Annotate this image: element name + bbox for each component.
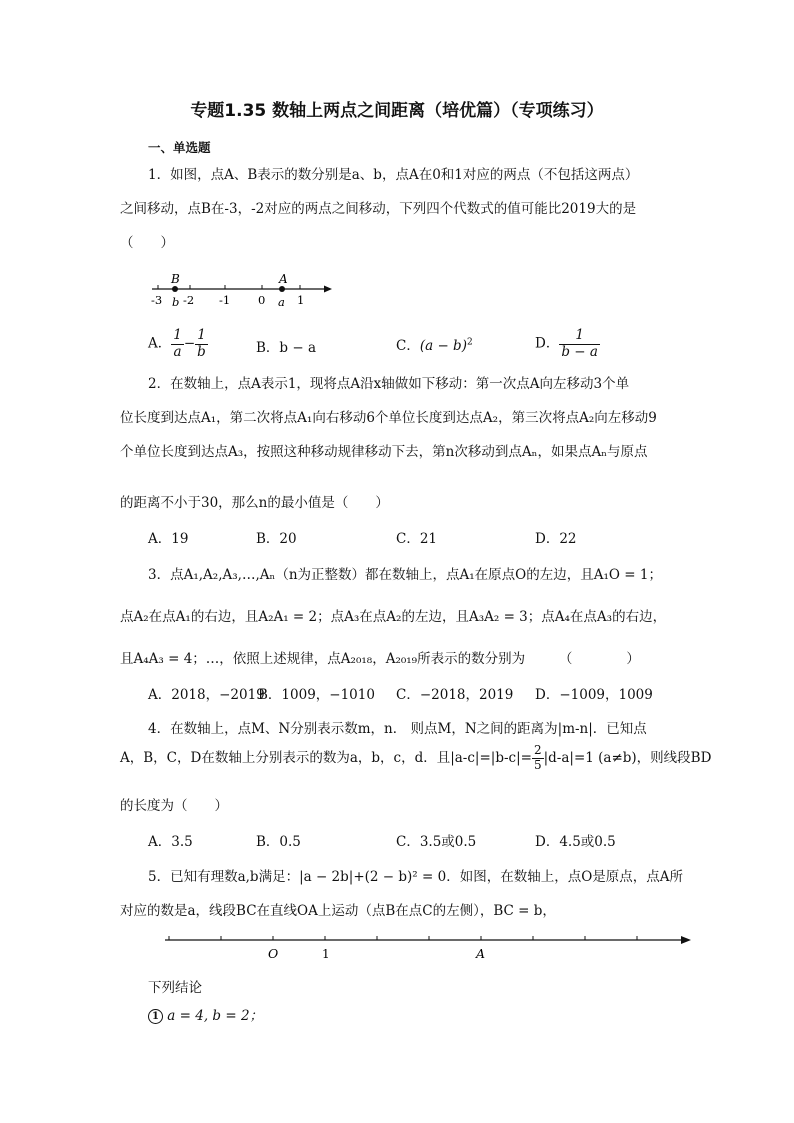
q4-option-d[interactable]: D．4.5或0.5 <box>535 834 616 850</box>
tick-label: a <box>278 295 285 309</box>
q1-line3: （ ） <box>120 235 174 251</box>
tick-label: 1 <box>297 293 305 307</box>
q3-line1: 3．点A₁,A₂,A₃,…,Aₙ（n为正整数）都在数轴上，点A₁在原点O的左边，且A₁O = 1； <box>148 567 662 583</box>
q4-line1: 4．在数轴上，点M、N分别表示数m，n． 则点M，N之间的距离为|m-n|．已知点 <box>148 721 647 737</box>
q2-option-b[interactable]: B．20 <box>256 531 297 547</box>
frac-num: 1 <box>195 328 208 345</box>
q1-line2: 之间移动，点B在-3，-2对应的两点之间移动，下列四个代数式的值可能比2019大的是 <box>120 201 637 217</box>
q5-number-line-figure <box>155 930 695 964</box>
circled-number: 1 <box>148 1009 163 1024</box>
label-b-point: B <box>171 272 180 286</box>
tick-label: 0 <box>258 293 266 307</box>
point-b-dot <box>172 286 178 292</box>
frac-den: b <box>197 343 206 360</box>
label-a: A <box>476 946 486 961</box>
q2-line4: 的距离不小于30，那么n的最小值是（ ） <box>120 495 389 511</box>
q2-line2: 位长度到达点A₁，第二次将点A₁向右移动6个单位长度到达点A₂，第三次将点A₂向左移动9 <box>120 410 657 426</box>
tick-label: -2 <box>183 293 195 307</box>
q4-line2-start: A，B，C，D在数轴上分别表示的数为a，b，c，d．且|a-c|=|b-c|= <box>120 749 532 766</box>
q5-line1: 5．已知有理数a,b满足：|a − 2b|+(2 − b)² = 0．如图，在数轴上，点O是原点，点A所 <box>148 869 684 885</box>
page-title: 专题1.35 数轴上两点之间距离（培优篇）（专项练习） <box>190 101 604 121</box>
q5-item1-text: a = 4, b = 2； <box>167 1008 264 1024</box>
option-exponent: 2 <box>466 337 473 348</box>
frac-den: 5 <box>533 757 542 772</box>
option-expr: (a − b) <box>419 338 467 354</box>
frac-num: 1 <box>173 327 182 343</box>
option-label: D． <box>535 335 560 352</box>
q5-item1 <box>148 1004 263 1024</box>
q1-option-d[interactable] <box>535 328 600 360</box>
q1-option-a[interactable] <box>148 328 208 360</box>
q1-number-line-figure <box>140 268 350 312</box>
section-heading: 一、单选题 <box>148 140 211 155</box>
q3-option-d[interactable]: D．−1009，1009 <box>535 687 653 703</box>
q3-option-c[interactable]: C．−2018，2019 <box>396 687 514 703</box>
q3-line3: 且A₄A₃ = 4；…，依照上述规律，点A₂₀₁₈，A₂₀₁₉所表示的数分别为 （ ） <box>120 651 640 667</box>
q5-line3: 下列结论 <box>148 980 202 996</box>
frac-num: 1 <box>559 328 600 345</box>
option-label: C． <box>396 338 420 354</box>
q4-line2-end: |d-a|=1 (a≠b)，则线段BD <box>543 749 712 766</box>
q4-option-a[interactable]: A．3.5 <box>148 834 193 850</box>
q2-option-d[interactable]: D．22 <box>535 531 577 547</box>
q3-option-a[interactable]: A．2018，−2019 <box>148 687 265 703</box>
label-one: 1 <box>322 947 330 961</box>
q2-line1: 2．在数轴上，点A表示1，现将点A沿x轴做如下移动：第一次点A向左移动3个单 <box>148 376 630 392</box>
tick-label: -1 <box>219 293 231 307</box>
option-label: A． <box>148 335 172 352</box>
q3-line2: 点A₂在点A₁的右边，且A₂A₁ = 2；点A₃在点A₂的左边，且A₃A₂ = 3；点A₄在点A₃的右边， <box>120 609 667 625</box>
q2-option-c[interactable]: C．21 <box>396 531 438 547</box>
q2-option-a[interactable]: A．19 <box>148 531 189 547</box>
point-a-dot <box>279 286 285 292</box>
q4-option-b[interactable]: B．0.5 <box>256 834 301 850</box>
minus-sign: − <box>183 335 196 352</box>
arrow-icon <box>681 936 691 944</box>
q4-line3: 的长度为（ ） <box>120 798 228 814</box>
label-a-point: A <box>279 272 288 286</box>
q2-line3: 个单位长度到达点A₃，按照这种移动规律移动下去，第n次移动到点Aₙ，如果点Aₙ与原点 <box>120 444 648 460</box>
q4-line2 <box>120 744 711 773</box>
frac-num: 2 <box>533 743 542 757</box>
tick-label: -3 <box>151 293 163 307</box>
q4-option-c[interactable]: C．3.5或0.5 <box>396 834 477 850</box>
q5-line2: 对应的数是a，线段BC在直线OA上运动（点B在点C的左侧），BC = b， <box>120 903 556 919</box>
frac-den: a <box>173 343 182 360</box>
frac-den: b − a <box>561 343 598 360</box>
label-o: O <box>268 946 279 961</box>
q1-option-b[interactable]: B．b − a <box>256 340 317 356</box>
tick-label: b <box>172 295 180 309</box>
q3-option-b[interactable]: B．1009，−1010 <box>258 687 375 703</box>
arrow-icon <box>324 286 332 293</box>
q1-line1: 1．如图，点A、B表示的数分别是a、b，点A在0和1对应的两点（不包括这两点） <box>148 167 639 183</box>
q1-option-c[interactable] <box>396 334 473 354</box>
